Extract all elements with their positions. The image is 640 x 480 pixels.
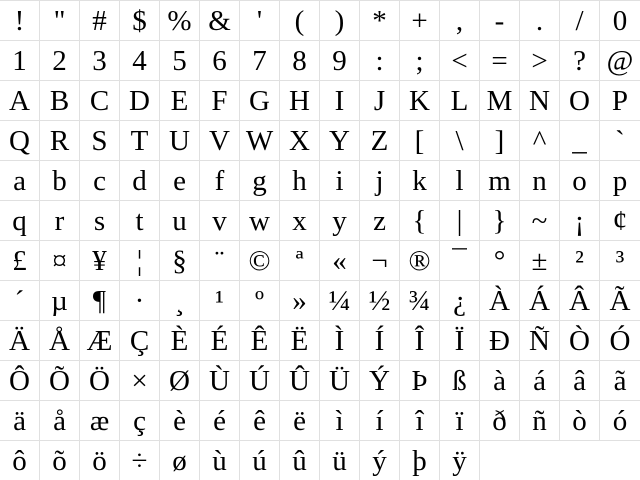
glyph-cell[interactable]: 4 xyxy=(120,41,160,81)
glyph-cell[interactable]: Õ xyxy=(40,361,80,401)
glyph-cell[interactable]: ? xyxy=(560,41,600,81)
glyph-cell[interactable]: ¤ xyxy=(40,241,80,281)
glyph-cell[interactable]: : xyxy=(360,41,400,81)
glyph-cell[interactable]: Ï xyxy=(440,321,480,361)
glyph-cell[interactable]: ´ xyxy=(0,281,40,321)
glyph-cell[interactable]: Ì xyxy=(320,321,360,361)
glyph-cell[interactable]: 3 xyxy=(80,41,120,81)
glyph-cell[interactable]: Ú xyxy=(240,361,280,401)
glyph-cell[interactable]: b xyxy=(40,161,80,201)
glyph-cell[interactable]: « xyxy=(320,241,360,281)
glyph-cell[interactable]: ¬ xyxy=(360,241,400,281)
glyph-cell[interactable]: ^ xyxy=(520,121,560,161)
glyph-cell[interactable]: ± xyxy=(520,241,560,281)
glyph-cell[interactable]: ) xyxy=(320,1,360,41)
glyph-cell[interactable]: Ý xyxy=(360,361,400,401)
glyph-cell[interactable]: S xyxy=(80,121,120,161)
glyph-cell[interactable]: x xyxy=(280,201,320,241)
glyph-cell[interactable]: Ö xyxy=(80,361,120,401)
glyph-cell[interactable]: ` xyxy=(600,121,640,161)
glyph-cell[interactable]: ¥ xyxy=(80,241,120,281)
glyph-cell[interactable]: " xyxy=(40,1,80,41)
glyph-cell[interactable]: # xyxy=(80,1,120,41)
glyph-cell[interactable]: } xyxy=(480,201,520,241)
glyph-cell[interactable]: 5 xyxy=(160,41,200,81)
glyph-cell[interactable]: ô xyxy=(0,441,40,480)
glyph-cell[interactable]: 7 xyxy=(240,41,280,81)
glyph-cell[interactable]: F xyxy=(200,81,240,121)
glyph-cell[interactable]: ¡ xyxy=(560,201,600,241)
glyph-cell[interactable]: õ xyxy=(40,441,80,480)
glyph-cell[interactable]: Ù xyxy=(200,361,240,401)
glyph-cell[interactable]: o xyxy=(560,161,600,201)
glyph-cell[interactable]: [ xyxy=(400,121,440,161)
glyph-cell[interactable]: ß xyxy=(440,361,480,401)
glyph-cell[interactable]: Á xyxy=(520,281,560,321)
glyph-cell[interactable]: ó xyxy=(600,401,640,441)
glyph-cell[interactable]: > xyxy=(520,41,560,81)
glyph-cell[interactable]: î xyxy=(400,401,440,441)
glyph-cell[interactable]: £ xyxy=(0,241,40,281)
glyph-cell[interactable]: / xyxy=(560,1,600,41)
glyph-cell[interactable]: Y xyxy=(320,121,360,161)
glyph-cell[interactable]: Ð xyxy=(480,321,520,361)
glyph-cell[interactable]: p xyxy=(600,161,640,201)
glyph-cell[interactable]: @ xyxy=(600,41,640,81)
glyph-cell[interactable]: ù xyxy=(200,441,240,480)
glyph-cell[interactable]: i xyxy=(320,161,360,201)
glyph-cell[interactable]: 0 xyxy=(600,1,640,41)
glyph-cell[interactable]: a xyxy=(0,161,40,201)
glyph-cell[interactable]: K xyxy=(400,81,440,121)
glyph-cell[interactable]: Å xyxy=(40,321,80,361)
glyph-cell[interactable]: z xyxy=(360,201,400,241)
glyph-cell[interactable]: ¨ xyxy=(200,241,240,281)
glyph-cell[interactable]: ¸ xyxy=(160,281,200,321)
glyph-cell[interactable]: ö xyxy=(80,441,120,480)
glyph-cell[interactable]: m xyxy=(480,161,520,201)
glyph-cell[interactable]: Û xyxy=(280,361,320,401)
glyph-cell[interactable]: ¼ xyxy=(320,281,360,321)
glyph-cell[interactable]: ¾ xyxy=(400,281,440,321)
glyph-cell[interactable]: µ xyxy=(40,281,80,321)
glyph-cell[interactable]: Ã xyxy=(600,281,640,321)
glyph-cell[interactable]: ³ xyxy=(600,241,640,281)
glyph-cell[interactable]: I xyxy=(320,81,360,121)
glyph-cell[interactable]: , xyxy=(440,1,480,41)
glyph-cell[interactable]: 6 xyxy=(200,41,240,81)
glyph-cell[interactable]: ÷ xyxy=(120,441,160,480)
glyph-cell[interactable]: ¯ xyxy=(440,241,480,281)
glyph-cell[interactable]: e xyxy=(160,161,200,201)
glyph-cell[interactable]: ú xyxy=(240,441,280,480)
glyph-cell[interactable]: Ë xyxy=(280,321,320,361)
glyph-cell[interactable]: X xyxy=(280,121,320,161)
glyph-cell[interactable]: E xyxy=(160,81,200,121)
glyph-cell[interactable]: D xyxy=(120,81,160,121)
glyph-cell[interactable]: d xyxy=(120,161,160,201)
glyph-cell[interactable]: O xyxy=(560,81,600,121)
glyph-cell[interactable]: Î xyxy=(400,321,440,361)
glyph-cell[interactable]: - xyxy=(480,1,520,41)
glyph-cell[interactable]: R xyxy=(40,121,80,161)
glyph-cell[interactable]: ° xyxy=(480,241,520,281)
glyph-cell[interactable]: û xyxy=(280,441,320,480)
glyph-cell[interactable]: ì xyxy=(320,401,360,441)
glyph-cell[interactable]: j xyxy=(360,161,400,201)
glyph-cell[interactable]: \ xyxy=(440,121,480,161)
glyph-cell[interactable]: + xyxy=(400,1,440,41)
glyph-cell[interactable]: { xyxy=(400,201,440,241)
glyph-cell[interactable]: r xyxy=(40,201,80,241)
glyph-cell[interactable]: · xyxy=(120,281,160,321)
glyph-cell[interactable]: Æ xyxy=(80,321,120,361)
glyph-cell[interactable]: é xyxy=(200,401,240,441)
glyph-cell[interactable]: G xyxy=(240,81,280,121)
glyph-cell[interactable]: À xyxy=(480,281,520,321)
glyph-cell[interactable]: Z xyxy=(360,121,400,161)
glyph-cell[interactable]: â xyxy=(560,361,600,401)
glyph-cell[interactable]: Ê xyxy=(240,321,280,361)
glyph-cell[interactable]: q xyxy=(0,201,40,241)
glyph-cell[interactable]: k xyxy=(400,161,440,201)
glyph-cell[interactable]: ; xyxy=(400,41,440,81)
glyph-cell[interactable]: c xyxy=(80,161,120,201)
glyph-cell[interactable]: T xyxy=(120,121,160,161)
glyph-cell[interactable]: 8 xyxy=(280,41,320,81)
glyph-cell[interactable]: ª xyxy=(280,241,320,281)
glyph-cell[interactable]: Ä xyxy=(0,321,40,361)
glyph-cell[interactable]: ½ xyxy=(360,281,400,321)
glyph-cell[interactable]: s xyxy=(80,201,120,241)
glyph-cell[interactable]: à xyxy=(480,361,520,401)
glyph-cell[interactable]: Q xyxy=(0,121,40,161)
glyph-cell[interactable]: ä xyxy=(0,401,40,441)
glyph-cell[interactable]: $ xyxy=(120,1,160,41)
glyph-cell[interactable]: ë xyxy=(280,401,320,441)
glyph-cell[interactable]: f xyxy=(200,161,240,201)
glyph-cell[interactable]: Ü xyxy=(320,361,360,401)
glyph-cell[interactable]: ò xyxy=(560,401,600,441)
glyph-cell[interactable]: ¦ xyxy=(120,241,160,281)
glyph-cell[interactable]: l xyxy=(440,161,480,201)
glyph-cell[interactable]: ² xyxy=(560,241,600,281)
glyph-cell[interactable]: ] xyxy=(480,121,520,161)
glyph-cell[interactable]: ' xyxy=(240,1,280,41)
glyph-cell[interactable]: L xyxy=(440,81,480,121)
glyph-cell[interactable]: | xyxy=(440,201,480,241)
glyph-cell[interactable]: _ xyxy=(560,121,600,161)
glyph-cell[interactable]: g xyxy=(240,161,280,201)
glyph-cell[interactable]: P xyxy=(600,81,640,121)
glyph-cell[interactable]: J xyxy=(360,81,400,121)
glyph-cell[interactable]: ! xyxy=(0,1,40,41)
glyph-cell[interactable]: Í xyxy=(360,321,400,361)
glyph-cell[interactable]: t xyxy=(120,201,160,241)
glyph-cell[interactable]: U xyxy=(160,121,200,161)
glyph-cell[interactable]: ý xyxy=(360,441,400,480)
glyph-cell[interactable]: © xyxy=(240,241,280,281)
glyph-cell[interactable]: è xyxy=(160,401,200,441)
glyph-cell[interactable]: ê xyxy=(240,401,280,441)
glyph-cell[interactable]: É xyxy=(200,321,240,361)
glyph-cell[interactable]: u xyxy=(160,201,200,241)
glyph-cell[interactable]: » xyxy=(280,281,320,321)
glyph-cell[interactable]: * xyxy=(360,1,400,41)
glyph-cell[interactable]: 2 xyxy=(40,41,80,81)
glyph-cell[interactable]: Â xyxy=(560,281,600,321)
glyph-cell[interactable]: ü xyxy=(320,441,360,480)
glyph-cell[interactable]: = xyxy=(480,41,520,81)
glyph-cell[interactable]: < xyxy=(440,41,480,81)
glyph-cell[interactable]: Ø xyxy=(160,361,200,401)
glyph-cell[interactable]: ñ xyxy=(520,401,560,441)
glyph-cell[interactable]: y xyxy=(320,201,360,241)
glyph-cell[interactable]: . xyxy=(520,1,560,41)
glyph-cell[interactable]: ® xyxy=(400,241,440,281)
glyph-cell[interactable]: í xyxy=(360,401,400,441)
glyph-cell[interactable]: n xyxy=(520,161,560,201)
glyph-cell[interactable]: å xyxy=(40,401,80,441)
glyph-cell[interactable]: ø xyxy=(160,441,200,480)
glyph-cell[interactable]: ã xyxy=(600,361,640,401)
glyph-cell[interactable]: A xyxy=(0,81,40,121)
glyph-cell[interactable]: Ñ xyxy=(520,321,560,361)
glyph-cell[interactable]: 1 xyxy=(0,41,40,81)
glyph-cell[interactable]: Ç xyxy=(120,321,160,361)
glyph-cell[interactable]: ÿ xyxy=(440,441,480,480)
glyph-cell[interactable]: ( xyxy=(280,1,320,41)
glyph-cell[interactable]: % xyxy=(160,1,200,41)
glyph-cell[interactable]: C xyxy=(80,81,120,121)
glyph-cell[interactable]: B xyxy=(40,81,80,121)
glyph-cell[interactable]: w xyxy=(240,201,280,241)
glyph-cell[interactable]: Ò xyxy=(560,321,600,361)
glyph-cell[interactable]: V xyxy=(200,121,240,161)
glyph-cell[interactable]: h xyxy=(280,161,320,201)
glyph-cell[interactable]: º xyxy=(240,281,280,321)
glyph-cell[interactable]: v xyxy=(200,201,240,241)
glyph-cell[interactable]: N xyxy=(520,81,560,121)
glyph-cell[interactable]: ~ xyxy=(520,201,560,241)
glyph-cell[interactable]: ¶ xyxy=(80,281,120,321)
glyph-cell[interactable]: Þ xyxy=(400,361,440,401)
glyph-cell[interactable]: & xyxy=(200,1,240,41)
glyph-cell[interactable]: ¿ xyxy=(440,281,480,321)
glyph-cell[interactable]: 9 xyxy=(320,41,360,81)
glyph-cell[interactable]: Ó xyxy=(600,321,640,361)
glyph-cell[interactable]: ð xyxy=(480,401,520,441)
glyph-cell[interactable]: æ xyxy=(80,401,120,441)
glyph-cell[interactable]: þ xyxy=(400,441,440,480)
glyph-cell[interactable]: M xyxy=(480,81,520,121)
glyph-cell[interactable]: È xyxy=(160,321,200,361)
glyph-cell[interactable]: § xyxy=(160,241,200,281)
glyph-cell[interactable]: W xyxy=(240,121,280,161)
glyph-cell[interactable]: ¹ xyxy=(200,281,240,321)
glyph-cell[interactable]: ç xyxy=(120,401,160,441)
glyph-cell[interactable]: × xyxy=(120,361,160,401)
glyph-cell[interactable]: ¢ xyxy=(600,201,640,241)
glyph-cell[interactable]: H xyxy=(280,81,320,121)
glyph-cell[interactable]: ï xyxy=(440,401,480,441)
glyph-cell[interactable]: Ô xyxy=(0,361,40,401)
glyph-cell[interactable]: á xyxy=(520,361,560,401)
